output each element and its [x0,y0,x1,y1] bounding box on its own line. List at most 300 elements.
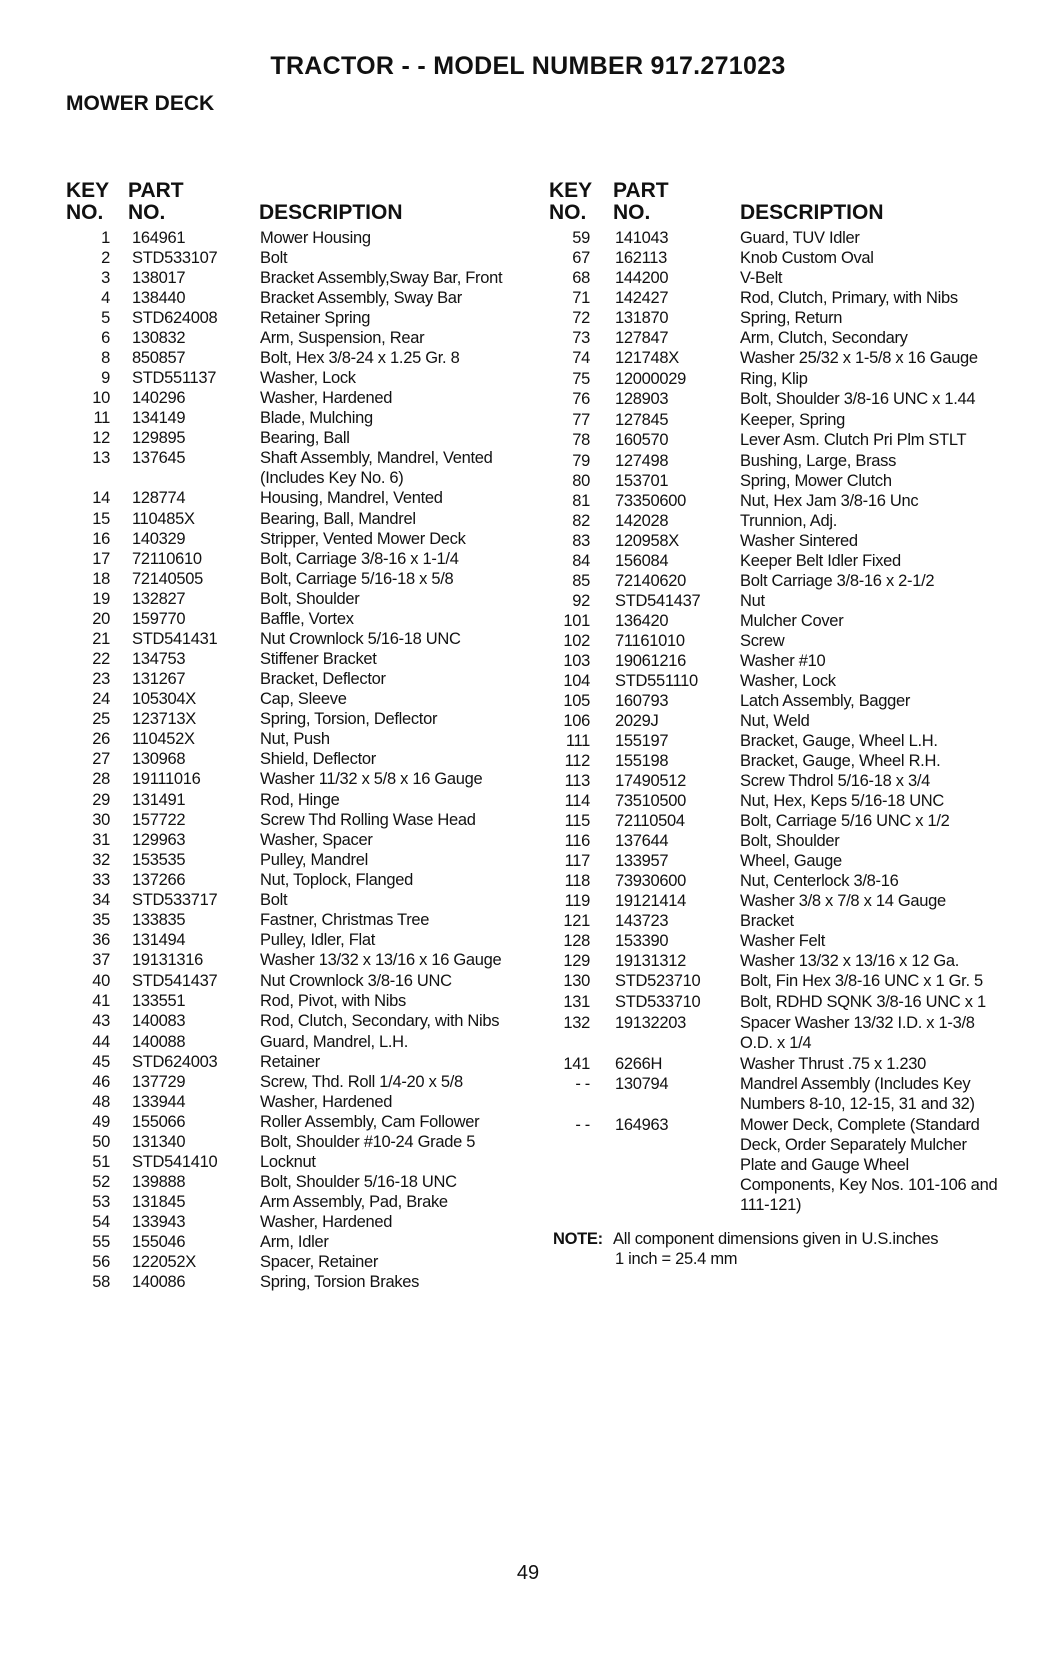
table-row [60,1152,530,1172]
part-number: 130794 [615,1075,669,1093]
key-number: 44 [92,1033,110,1051]
table-row [60,288,530,308]
part-number: 17490512 [615,772,687,790]
key-number: 31 [92,831,110,849]
table-row [545,651,1000,671]
part-number: 133957 [615,852,669,870]
part-description: Washer, Hardened [260,1093,393,1111]
key-number: 75 [572,370,590,388]
table-row [60,589,530,609]
part-number: 133944 [132,1093,186,1111]
part-description: Trunnion, Adj. [740,512,837,530]
key-number: 40 [92,972,110,990]
key-number: 130 [563,972,590,990]
table-row [60,629,530,649]
part-description: Nut [740,592,765,610]
part-description: Bolt, Carriage 3/8-16 x 1-1/4 [260,550,459,568]
table-row [60,810,530,830]
key-number: 35 [92,911,110,929]
part-number: 137645 [132,449,186,467]
key-number: 77 [572,411,590,429]
table-row [60,408,530,428]
part-number: 73930600 [615,872,687,890]
part-number: 120958X [615,532,679,550]
part-description: Bracket, Gauge, Wheel R.H. [740,752,941,770]
description-header: DESCRIPTION [259,201,403,224]
key-number: 15 [92,510,110,528]
part-header-1: PART [613,179,669,202]
table-row [545,891,1000,911]
part-number: 130968 [132,750,186,768]
table-row [545,811,1000,831]
key-number: 11 [93,409,110,427]
table-row [545,288,1000,308]
part-description: Stiffener Bracket [260,650,377,668]
table-row [545,531,1000,551]
table-row [545,491,1000,511]
table-row [545,711,1000,731]
table-row [60,870,530,890]
part-number: 137266 [132,871,186,889]
part-description: Screw, Thd. Roll 1/4-20 x 5/8 [260,1073,463,1091]
key-number: 12 [92,429,110,447]
part-description: Washer, Hardened [260,389,393,407]
part-number: 73510500 [615,792,687,810]
part-description: Bolt [260,249,288,267]
part-number: STD624003 [132,1053,218,1071]
key-number: 50 [92,1133,110,1151]
part-description: Washer 13/32 x 13/16 x 12 Ga. [740,952,960,970]
part-description: Bolt [260,891,288,909]
table-row [60,529,530,549]
table-row [545,911,1000,931]
table-row [545,731,1000,751]
key-number: 68 [572,269,590,287]
part-description: Bolt, Fin Hex 3/8-16 UNC x 1 Gr. 5 [740,972,983,990]
table-row [545,611,1000,631]
part-number: 138017 [132,269,186,287]
table-row [60,428,530,448]
table-row [60,950,530,970]
part-description: Wheel, Gauge [740,852,842,870]
part-number: 153701 [615,472,669,490]
part-description: Nut, Push [260,730,330,748]
table-row [545,248,1000,268]
part-number: 160570 [615,431,669,449]
table-row [60,388,530,408]
part-number: STD533107 [132,249,218,267]
part-description: Washer, Lock [260,369,356,387]
part-description: Rod, Clutch, Secondary, with Nibs [260,1012,500,1030]
key-number: 132 [563,1014,590,1032]
key-number: 117 [564,852,590,870]
part-description: Retainer [260,1053,320,1071]
key-number: 128 [563,932,590,950]
part-description: Spring, Return [740,309,843,327]
table-row [60,368,530,388]
table-row [545,771,1000,791]
part-description: Rod, Pivot, with Nibs [260,992,406,1010]
table-row [60,248,530,268]
part-number: 142427 [615,289,669,307]
table-row [60,1072,530,1092]
part-description: Bolt, Shoulder #10-24 Grade 5 [260,1133,476,1151]
key-number: 26 [92,730,110,748]
part-number: 140329 [132,530,186,548]
table-row [60,1032,530,1052]
key-number: 111 [565,732,590,750]
part-number: 128903 [615,390,669,408]
part-number: 123713X [132,710,196,728]
part-number: STD541437 [132,972,218,990]
key-number: 105 [563,692,590,710]
part-description: Washer Sintered [740,532,858,550]
column-header [60,178,530,228]
part-number: 143723 [615,912,669,930]
table-row [545,369,1000,389]
table-row [60,749,530,769]
part-number: 19131316 [132,951,204,969]
part-number: 159770 [132,610,186,628]
table-row [60,790,530,810]
key-number: 19 [92,590,110,608]
key-number: 52 [92,1173,110,1191]
part-number: 133551 [132,992,186,1010]
table-row [60,1132,530,1152]
part-description: Roller Assembly, Cam Follower [260,1113,480,1131]
key-number: 82 [572,512,590,530]
part-number: 156084 [615,552,669,570]
key-number: 78 [572,431,590,449]
part-number: 142028 [615,512,669,530]
part-number: 137644 [615,832,669,850]
key-number: 28 [92,770,110,788]
parts-column-left [60,178,530,1292]
key-number: 72 [572,309,590,327]
table-row [60,649,530,669]
part-description: Spacer Washer 13/32 I.D. x 1-3/8 O.D. x 1/4 [740,1014,975,1052]
key-number: 121 [563,912,590,930]
part-number: 160793 [615,692,669,710]
key-number: 55 [92,1233,110,1251]
key-number: 24 [92,690,110,708]
table-row [60,769,530,789]
part-number: 164963 [615,1116,669,1134]
key-number: 17 [92,550,110,568]
part-description: Bolt, Carriage 5/16-18 x 5/8 [260,570,454,588]
part-number: 129895 [132,429,186,447]
key-number: 36 [92,931,110,949]
table-row [545,451,1000,471]
key-number: 29 [92,791,110,809]
key-header-2: NO. [66,201,104,224]
part-number: 131494 [132,931,186,949]
key-number: 48 [92,1093,110,1111]
part-description: Lever Asm. Clutch Pri Plm STLT [740,431,967,449]
table-row [60,1252,530,1272]
table-row [60,308,530,328]
table-row [545,268,1000,288]
part-number: 129963 [132,831,186,849]
key-number: 106 [563,712,590,730]
table-row [545,951,1000,971]
parts-column-right [545,178,1000,1269]
key-number: 141 [563,1055,590,1073]
part-number: STD541410 [132,1153,218,1171]
part-description: V-Belt [740,269,783,287]
key-number: 9 [101,369,110,387]
table-row [60,830,530,850]
table-row [545,1074,1000,1114]
table-row [60,910,530,930]
key-number: 30 [92,811,110,829]
part-header-2: NO. [613,201,651,224]
part-number: STD533710 [615,993,701,1011]
part-description: Shield, Deflector [260,750,376,768]
table-row [60,991,530,1011]
section-title: MOWER DECK [66,92,215,115]
part-number: 19121414 [615,892,687,910]
part-description: Washer, Lock [740,672,836,690]
table-row [60,729,530,749]
part-number: 121748X [615,349,679,367]
table-row [60,669,530,689]
key-number: 33 [92,871,110,889]
key-number: 56 [92,1253,110,1271]
part-number: STD551110 [615,672,698,690]
part-number: 155066 [132,1113,186,1131]
part-number: 162113 [615,249,668,267]
part-number: 71161010 [615,632,685,650]
part-number: 73350600 [615,492,687,510]
key-number: 49 [92,1113,110,1131]
part-description: Cap, Sleeve [260,690,347,708]
part-number: 137729 [132,1073,186,1091]
table-row [60,930,530,950]
table-row [545,671,1000,691]
part-description: Fastner, Christmas Tree [260,911,430,929]
key-number: 83 [572,532,590,550]
part-number: 136420 [615,612,669,630]
part-description: Locknut [260,1153,316,1171]
part-number: 110452X [132,730,195,748]
table-row [60,709,530,729]
table-row [545,511,1000,531]
key-number: 34 [92,891,110,909]
table-row [545,348,1000,368]
part-number: 2029J [615,712,659,730]
table-row [545,1115,1000,1215]
key-number: 84 [572,552,590,570]
key-number: 2 [101,249,110,267]
key-number: 85 [572,572,590,590]
table-row [545,971,1000,991]
table-row [545,551,1000,571]
part-description: Mower Deck, Complete (Standard Deck, Order Separately Mulcher Plate and Gauge Wheel Components, Key Nos. 101-106 and 111-121) [740,1116,998,1214]
key-number: 8 [101,349,110,367]
part-description: Retainer Spring [260,309,371,327]
key-number: 76 [572,390,590,408]
part-number: 140088 [132,1033,186,1051]
part-description: Washer Felt [740,932,826,950]
part-description: Mulcher Cover [740,612,844,630]
part-number: 153535 [132,851,186,869]
column-header [545,178,1000,228]
part-number: 19061216 [615,652,687,670]
part-number: 153390 [615,932,669,950]
key-number: 20 [92,610,110,628]
key-number: 23 [92,670,110,688]
key-number: 92 [572,592,590,610]
part-description: Arm Assembly, Pad, Brake [260,1193,448,1211]
part-description: Screw [740,632,785,650]
part-description: Spring, Torsion, Deflector [260,710,438,728]
table-row [60,1272,530,1292]
table-row [545,228,1000,248]
part-description: Shaft Assembly, Mandrel, Vented (Includes Key No. 6) [260,449,493,487]
part-description: Bolt, RDHD SQNK 3/8-16 UNC x 1 [740,993,986,1011]
table-row [545,389,1000,409]
part-description: Rod, Clutch, Primary, with Nibs [740,289,958,307]
key-number: 41 [92,992,110,1010]
table-row [60,228,530,248]
table-row [545,410,1000,430]
table-row [60,328,530,348]
part-number: 72140620 [615,572,687,590]
part-number: 12000029 [615,370,687,388]
key-number: 37 [92,951,110,969]
part-number: 850857 [132,349,186,367]
table-row [545,1054,1000,1074]
part-description: Arm, Suspension, Rear [260,329,425,347]
part-number: 157722 [132,811,186,829]
part-number: 72110610 [132,550,202,568]
key-number: 59 [572,229,590,247]
part-description: Bracket Assembly,Sway Bar, Front [260,269,503,287]
key-number: 131 [563,993,590,1011]
part-description: Washer 25/32 x 1-5/8 x 16 Gauge [740,349,978,367]
part-description: Nut, Weld [740,712,810,730]
key-number: 114 [564,792,590,810]
table-row [60,509,530,529]
part-description: Nut Crownlock 3/8-16 UNC [260,972,452,990]
part-description: Bushing, Large, Brass [740,452,897,470]
part-number: 130832 [132,329,186,347]
part-number: 131340 [132,1133,186,1151]
part-description: Baffle, Vortex [260,610,354,628]
part-description: Spring, Torsion Brakes [260,1273,420,1291]
part-number: 144200 [615,269,669,287]
part-description: Washer 3/8 x 7/8 x 14 Gauge [740,892,946,910]
part-description: Ring, Klip [740,370,808,388]
table-row [545,591,1000,611]
part-number: 140083 [132,1012,186,1030]
part-description: Keeper Belt Idler Fixed [740,552,901,570]
part-number: 133943 [132,1213,186,1231]
part-number: 128774 [132,489,186,507]
key-number: 71 [572,289,590,307]
part-description: Pulley, Idler, Flat [260,931,376,949]
part-description: Washer Thrust .75 x 1.230 [740,1055,927,1073]
key-number: 113 [564,772,590,790]
key-number: 129 [563,952,590,970]
key-number: 118 [564,872,590,890]
key-number: 14 [92,489,110,507]
key-number: 43 [92,1012,110,1030]
key-header-1: KEY [66,179,110,202]
part-description: Spacer, Retainer [260,1253,379,1271]
part-number: 131870 [615,309,669,327]
table-row [60,268,530,288]
part-description: Nut, Hex Jam 3/8-16 Unc [740,492,919,510]
part-description: Washer #10 [740,652,826,670]
note-text: All component dimensions given in U.S.inches [613,1230,939,1248]
part-description: Spring, Mower Clutch [740,472,892,490]
key-number: 1 [101,229,110,247]
key-number: 10 [92,389,110,407]
key-number: 51 [92,1153,110,1171]
part-number: 72110504 [615,812,685,830]
key-number: 21 [92,630,110,648]
key-number: 54 [92,1213,110,1231]
parts-list-left [60,228,530,1292]
part-description: Bearing, Ball [260,429,350,447]
key-number: 112 [564,752,590,770]
part-number: 127847 [615,329,669,347]
part-description: Latch Assembly, Bagger [740,692,911,710]
part-number: 141043 [615,229,669,247]
key-number: 104 [563,672,590,690]
table-row [545,571,1000,591]
part-description: Bracket, Deflector [260,670,386,688]
key-header-2: NO. [549,201,587,224]
key-number: 119 [564,892,590,910]
part-description: Mower Housing [260,229,371,247]
key-number: - - [575,1075,590,1093]
part-description: Guard, Mandrel, L.H. [260,1033,409,1051]
part-number: 133835 [132,911,186,929]
table-row [60,1172,530,1192]
part-number: 19131312 [615,952,687,970]
table-row [60,1052,530,1072]
table-row [545,308,1000,328]
part-number: 131267 [132,670,186,688]
part-number: STD551137 [132,369,217,387]
key-number: 5 [101,309,110,327]
part-number: STD541437 [615,592,701,610]
part-number: 138440 [132,289,186,307]
key-number: 101 [563,612,590,630]
part-number: 127498 [615,452,669,470]
note-label: NOTE: [553,1230,603,1248]
key-number: - - [575,1116,590,1134]
part-number: 110485X [132,510,195,528]
part-number: 105304X [132,690,196,708]
table-row [545,851,1000,871]
part-number: STD533717 [132,891,218,909]
key-number: 18 [92,570,110,588]
part-description: Nut Crownlock 5/16-18 UNC [260,630,461,648]
part-description: Bolt, Shoulder 5/16-18 UNC [260,1173,457,1191]
part-description: Knob Custom Oval [740,249,874,267]
part-number: 155046 [132,1233,186,1251]
part-number: STD541431 [132,630,218,648]
part-description: Pulley, Mandrel [260,851,368,869]
part-number: 19111016 [132,770,201,788]
table-row [545,691,1000,711]
key-number: 80 [572,472,590,490]
key-number: 53 [92,1193,110,1211]
